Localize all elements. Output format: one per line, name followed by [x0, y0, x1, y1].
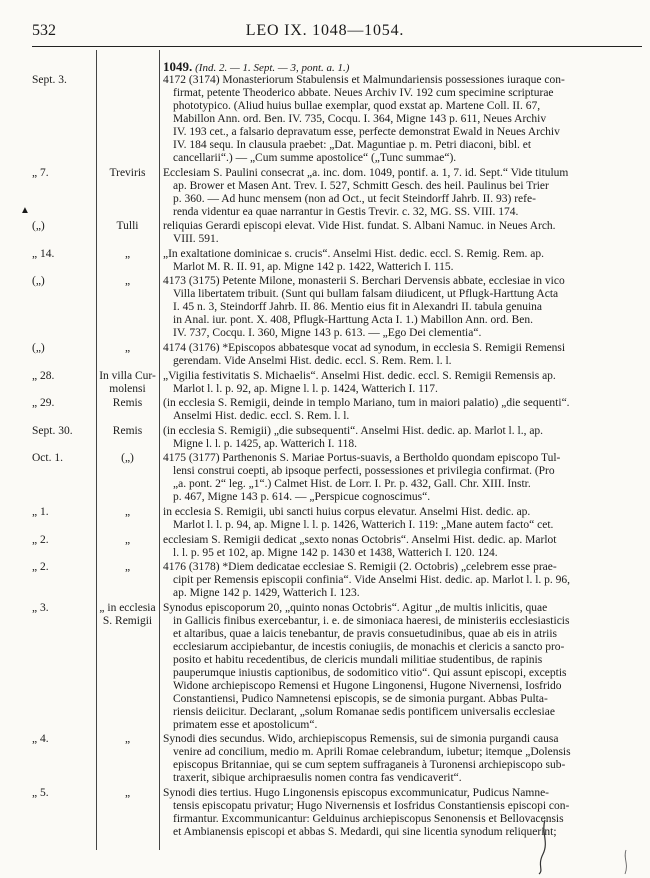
entry-line: „a. pont. 2“ leg. „1“.) Calmet Hist. de Lorr. I. Pr. p. 432, Gall. Chr. XIII. Instr. — [173, 478, 531, 491]
entry-place: „ — [124, 342, 131, 354]
entry-line: Widone archiepiscopo Remensi et Hugone Lingonensi, Hugone Nivernensi, Iosfrido — [173, 679, 562, 692]
margin-mark: ▲ — [20, 205, 30, 216]
entry-text — [159, 342, 644, 368]
entry-line: (in ecclesia S. Remigii, deinde in templo Mariano, tum in maiori palatio) „die sequenti“. — [163, 397, 570, 410]
entry-text — [159, 452, 644, 504]
running-title: LEO IX. 1048—1054. — [245, 22, 405, 39]
entry-line: (in ecclesia S. Remigii) „die subsequenti“. Anselmi Hist. dedic. ap. Marlot l. l., ap. — [163, 424, 544, 437]
entry-line: renda videntur ea quae narrantur in Gestis Trevir. c. 32, MG. SS. VIII. 174. — [173, 205, 519, 218]
page-number: 532 — [32, 22, 56, 39]
entry-text — [159, 534, 644, 560]
entry-date: Sept. 3. — [32, 74, 67, 86]
entry-line: riensis deiicitur. Declarant, „solum Romanae sedis pontificem universalis ecclesiae — [173, 705, 555, 718]
entry-line: l. l. p. 95 et 102, ap. Migne 142 p. 1430 et 1438, Watterich I. 120. 124. — [173, 546, 498, 559]
year-heading — [159, 60, 644, 75]
entry-date: „ 1. — [32, 506, 49, 518]
entry-line: et Ambianensis episcopi et abbas S. Medardi, qui sine licentia synodum reliquerint; — [173, 826, 557, 838]
entry-date: Sept. 30. — [32, 424, 73, 437]
page-header — [0, 0, 650, 46]
entry-line: Marlot l. l. p. 94, ap. Migne l. l. p. 1426, Watterich I. 119: „Mane autem facto“ cet. — [173, 519, 554, 531]
entry-text — [159, 787, 644, 839]
entry-date: „ 2. — [32, 561, 49, 574]
entry-date: („) — [32, 342, 45, 354]
entry-place: „ in ecclesia S. Remigii — [99, 601, 156, 627]
entry-line: episcopus Britanniae, qui se cum septem suffraganeis à Turonensi archiepiscopo sub- — [173, 759, 566, 772]
entry-place: „ — [124, 787, 131, 799]
entry-line: phototypico. (Aliud huius bullae exemplar, quod exstat ap. Martene Coll. II. 67, — [173, 100, 541, 112]
entry-line: reliquias Gerardi episcopi elevat. Vide Hist. fundat. S. Albani Namuc. in Neues Arch. — [163, 220, 556, 233]
entry-date: („) — [32, 275, 45, 288]
entry-place: „ — [124, 533, 131, 546]
entry-line: ecclesiarum accipiebantur, de incestis coniugiis, de monachis et clericis a sancto pro- — [173, 640, 565, 653]
entry-line: in ecclesia S. Remigii, ubi sancti huius corpus elevatur. Anselmi Hist. dedic. ap. — [163, 506, 531, 518]
entry-date: „ 14. — [32, 247, 55, 260]
entry-place: Tulli — [116, 220, 139, 233]
entry-line: „In exaltatione dominicae s. crucis“. Anselmi Hist. dedic. eccl. S. Remig. Rem. ap. — [163, 247, 544, 260]
entry-line: Synodus episcoporum 20, „quinto nonas Octobris“. Agitur „de multis inlicitis, quae — [163, 601, 548, 614]
entry-line: ap. Migne 142 p. 1429, Watterich I. 123. — [173, 587, 360, 600]
entry-text — [159, 248, 644, 274]
entry-line: primatem esse et apostolicum“. — [173, 718, 318, 731]
entry-line: Marlot M. R. II. 91, ap. Migne 142 p. 1422, Watterich I. 115. — [173, 260, 454, 273]
entry-line: Synodi dies secundus. Wido, archiepiscopus Remensis, sui de simonia purgandi causa — [163, 733, 559, 746]
header-rule — [32, 46, 642, 47]
entry-place: „ — [124, 733, 131, 746]
entry-place: „ — [124, 247, 131, 260]
entry-line: firmantur. Excommunicantur: Gelduinus archiepiscopus Senonensis et Bellovacensis — [173, 813, 564, 825]
entry-text — [159, 506, 644, 532]
entry-line: cancellarii“.) — „Cum summe apostolice“ („Tunc summae“). — [173, 152, 457, 164]
entry-line: Ecclesiam S. Paulini consecrat „a. inc. dom. 1049, pontif. a. 1, 7. id. Sept.“ Vide titulum — [163, 166, 569, 179]
entry-line: 4174 (3176) *Episcopos abbatesque vocat ad synodum, in ecclesia S. Remigii Remensi — [163, 342, 566, 354]
entry-line: ecclesiam S. Remigii dedicat „sexto nonas Octobris“. Anselmi Hist. dedic. ap. Marlot — [163, 533, 557, 546]
entry-place: Remis — [112, 397, 143, 410]
entry-place: „ — [124, 506, 131, 518]
entry-line: cipit per Remensis episcopii confinia“. Vide Anselmi Hist. dedic. ap. Marlot l. l. p. 96, — [173, 574, 571, 587]
entry-text — [159, 74, 644, 165]
entry-line: venire ad concilium, medio m. Aprili Romae celebrandum, iubetur; itemque „Dolensis — [173, 746, 571, 759]
entry-line: 4176 (3178) *Diem dedicatae ecclesiae S. Remigii (2. Octobris) „celebrem esse prae- — [163, 561, 557, 574]
entry-date: („) — [32, 220, 45, 233]
entry-line: „Vigilia festivitatis S. Michaelis“. Anselmi Hist. dedic. eccl. S. Remigii Remensis ap. — [163, 369, 556, 382]
entry-line: VIII. 591. — [173, 233, 219, 246]
entry-place: Remis — [112, 424, 143, 437]
entry-text — [159, 167, 644, 219]
entry-line: I. 45 n. 3, Steindorff Jahrb. II. 86. Mentio eius fit in Alexandri II. tabula genuina — [173, 301, 542, 314]
indiction-note: (Ind. 2. — 1. Sept. — 3, pont. a. 1.) — [195, 62, 350, 74]
entry-text — [159, 370, 644, 396]
entry-date: Oct. 1. — [32, 452, 63, 465]
entry-line: Marlot l. l. p. 92, ap. Migne l. l. p. 1424, Watterich I. 117. — [173, 382, 438, 395]
entry-line: 4173 (3175) Petente Milone, monasterii S. Berchari Dervensis abbate, ecclesiae in vico — [163, 275, 565, 288]
entry-line: Constantiensi, Pudico Namnetensi episcopis, se de simonia purgant. Abbas Pulta- — [173, 692, 548, 705]
entry-line: 4172 (3174) Monasteriorum Stabulensis et Malmundariensis possessiones iuraque con- — [163, 74, 565, 86]
entry-line: traxerit, sibique archipraesulis nomen contra fas vendicaverit“. — [173, 772, 462, 785]
entry-line: Anselmi Hist. dedic. eccl. S. Rem. l. l. — [173, 410, 350, 423]
entry-text — [159, 220, 644, 246]
entry-line: ap. Brower et Masen Ant. Trev. I. 527, Schmitt Gesch. des heil. Paulinus bei Trier — [173, 179, 549, 192]
pencil-mark-icon — [620, 848, 634, 876]
entry-line: in Gallicis finibus exercebantur, i. e. de simoniaca haeresi, de ministeriis ecclesiasticis — [173, 614, 570, 627]
entry-line: Synodi dies tertius. Hugo Lingonensis episcopus excommunicatur, Pudicus Namne- — [163, 787, 550, 799]
entry-date: „ 29. — [32, 397, 55, 410]
entry-text — [159, 275, 644, 340]
entry-line: firmat, petente Theoderico abbate. Neues Archiv IV. 192 cum specimine scripturae — [173, 87, 554, 99]
entry-place: „ — [124, 275, 131, 288]
entry-text — [159, 425, 644, 451]
entry-line: gerendam. Vide Anselmi Hist. dedic. eccl. S. Rem. Rem. l. l. — [173, 355, 452, 367]
year-label: 1049. — [163, 60, 193, 74]
entry-line: et altaribus, quae a laicis tenebantur, de pravis consuetudinibus, quae ab eis in atriis — [173, 627, 558, 640]
entry-date: „ 2. — [32, 533, 49, 546]
entry-line: posito et habitu recedentibus, de clericis mundali militiae studentibus, de rapinis — [173, 653, 543, 666]
entry-line: IV. 193 cet., a falsario depravatum esse, perfecte demonstrat Ewald in Neues Archiv — [173, 126, 560, 138]
entry-line: in Anal. iur. pont. X. 408, Pflugk-Harttung Acta I. 1.) Mabillon Ann. ord. Ben. — [173, 314, 533, 327]
entry-date: „ 5. — [32, 787, 49, 799]
entry-line: IV. 737, Cocqu. I. 360, Migne 143 p. 613. — „Ego Dei clementia“. — [173, 327, 482, 340]
entry-line: tensis episcopatu privatur; Hugo Nivernensis et Iosfridus Constantiensis episcopi con- — [173, 800, 570, 812]
entry-line: lensi construi coepti, ab ipsoque perfecti, possessiones et privilegia confirmat. (Pro — [173, 465, 555, 478]
entry-place: („) — [121, 452, 134, 465]
entry-line: 4175 (3177) Parthenonis S. Mariae Portus-suavis, a Bertholdo quondam episcopo Tul- — [163, 452, 561, 465]
entry-text — [159, 733, 644, 785]
entry-text — [159, 602, 644, 732]
entry-place: Treviris — [109, 166, 146, 179]
entry-date: „ 7. — [32, 166, 49, 179]
entry-line: p. 467, Migne 143 p. 614. — „Perspicue cognoscimus“. — [173, 491, 431, 504]
entry-line: Migne l. l. p. 1425, ap. Watterich I. 118. — [173, 437, 357, 450]
pencil-mark-icon — [535, 818, 555, 876]
entry-line: pauperumque iniustis captionibus, de sodomitico vitio“. Qui assunt episcopi, exceptis — [173, 666, 567, 679]
entry-date: „ 28. — [32, 369, 55, 382]
entry-date: „ 4. — [32, 733, 49, 746]
entry-line: IV. 184 sequ. In clausula praebet: „Dat. Maguntiae p. m. Petri diaconi, bibl. et — [173, 139, 532, 151]
entry-line: p. 360. — Ad hunc mensem (non ad Oct., ut fecit Steindorff Jahrb. II. 93) refe- — [173, 192, 536, 205]
entry-line: Villa libertatem tribuit. (Sunt qui bullam falsam diiudicent, ut Pflugk-Harttung Acta — [173, 288, 559, 301]
entry-place: In villa Cur- molensi — [99, 369, 156, 395]
entry-text — [159, 561, 644, 600]
entry-place: „ — [124, 561, 131, 574]
entry-line: Mabillon Ann. ord. Ben. IV. 735, Cocqu. I. 364, Migne 143 p. 611, Neues Archiv — [173, 113, 547, 125]
entry-text — [159, 397, 644, 423]
entry-date: „ 3. — [32, 601, 49, 614]
